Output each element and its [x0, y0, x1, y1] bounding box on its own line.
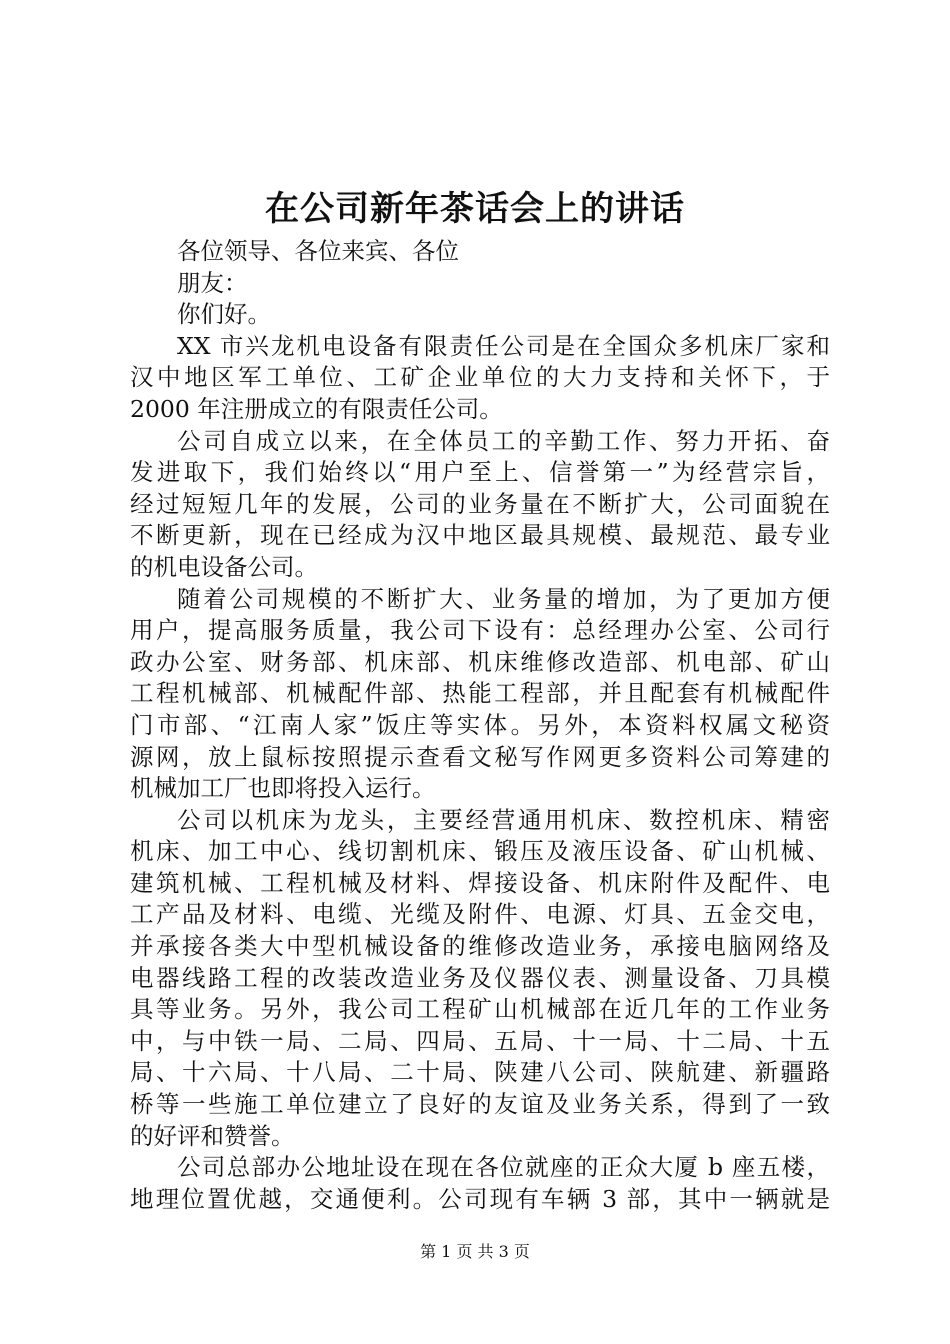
text-line: XX 市兴龙机电设备有限责任公司是在全国众多机床厂家和	[177, 331, 830, 360]
text-line: 具等业务。另外，我公司工程矿山机械部在近几年的工作业务	[130, 995, 830, 1024]
page-title: 在公司新年茶话会上的讲话	[265, 189, 685, 229]
text-line: 工产品及材料、电缆、光缆及附件、电源、灯具、五金交电，	[130, 900, 830, 929]
text-line: 的机电设备公司。	[130, 552, 318, 581]
text-line: 的好评和赞誉。	[130, 1121, 295, 1150]
text-line: 2000 年注册成立的有限责任公司。	[130, 394, 503, 423]
text-line: 中，与中铁一局、二局、四局、五局、十一局、十二局、十五	[130, 1026, 830, 1055]
text-line: 并承接各类大中型机械设备的维修改造业务，承接电脑网络及	[130, 932, 830, 961]
text-line: 发进取下，我们始终以“用户至上、信誉第一”为经营宗旨，	[130, 458, 830, 487]
text-line: 公司以机床为龙头，主要经营通用机床、数控机床、精密	[177, 805, 830, 834]
text-line: 政办公室、财务部、机床部、机床维修改造部、机电部、矿山	[130, 647, 830, 676]
text-line: 门市部、“江南人家”饭庄等实体。另外，本资料权属文秘资	[130, 710, 830, 739]
text-line: 源网，放上鼠标按照提示查看文秘写作网更多资料公司筹建的	[130, 742, 830, 771]
text-line: 机械加工厂也即将投入运行。	[130, 774, 436, 803]
text-line: 经过短短几年的发展，公司的业务量在不断扩大，公司面貌在	[130, 489, 830, 518]
text-line: 公司总部办公地址设在现在各位就座的正众大厦 b 座五楼，	[177, 1153, 830, 1182]
text-line: 汉中地区军工单位、工矿企业单位的大力支持和关怀下，于	[130, 363, 830, 392]
text-line: 工程机械部、机械配件部、热能工程部，并且配套有机械配件	[130, 679, 830, 708]
page-footer: 第 1 页 共 3 页	[420, 1242, 530, 1261]
text-line: 地理位置优越，交通便利。公司现有车辆 3 部，其中一辆就是	[130, 1184, 830, 1213]
text-line: 不断更新，现在已经成为汉中地区最具规模、最规范、最专业	[130, 521, 830, 550]
text-line: 朋友：	[177, 268, 248, 297]
text-line: 电器线路工程的改装改造业务及仪器仪表、测量设备、刀具模	[130, 963, 830, 992]
text-line: 随着公司规模的不断扩大、业务量的增加，为了更加方便	[177, 584, 830, 613]
text-line: 公司自成立以来，在全体员工的辛勤工作、努力开拓、奋	[177, 426, 830, 455]
text-line: 用户，提高服务质量，我公司下设有：总经理办公室、公司行	[130, 616, 830, 645]
text-line: 局、十六局、十八局、二十局、陕建八公司、陕航建、新疆路	[130, 1058, 830, 1087]
text-line: 建筑机械、工程机械及材料、焊接设备、机床附件及配件、电	[130, 868, 830, 897]
text-line: 各位领导、各位来宾、各位	[177, 237, 459, 265]
text-line: 机床、加工中心、线切割机床、锻压及液压设备、矿山机械、	[130, 837, 830, 866]
text-line: 你们好。	[177, 300, 271, 329]
speech-body	[130, 236, 830, 1215]
text-line: 桥等一些施工单位建立了良好的友谊及业务关系，得到了一致	[130, 1090, 830, 1119]
